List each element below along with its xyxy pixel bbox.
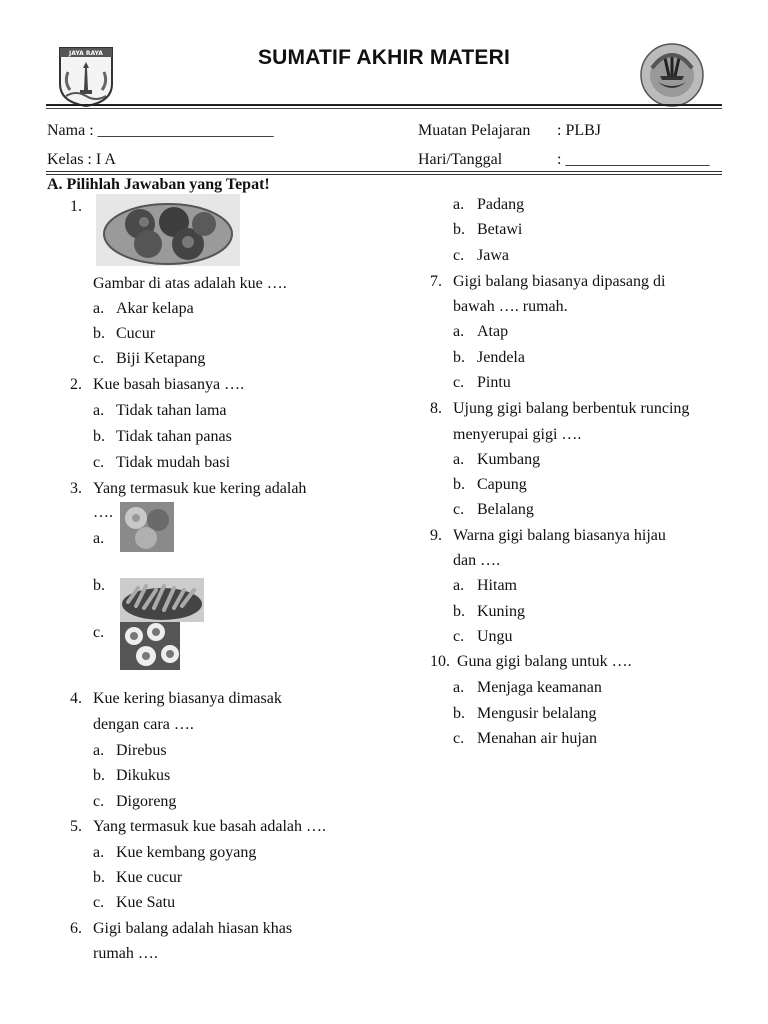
q9-opt-c-letter: c. xyxy=(453,628,465,645)
q6-question-line2: rumah …. xyxy=(93,945,158,962)
q7-opt-b: Jendela xyxy=(477,349,525,366)
info-rule-thin xyxy=(46,174,722,175)
q1-cake-photo xyxy=(96,194,240,266)
q5-question: Yang termasuk kue basah adalah …. xyxy=(93,818,326,835)
q9-question-line2: dan …. xyxy=(453,552,501,569)
q2-opt-c-letter: c. xyxy=(93,454,105,471)
q3-question-line1: Yang termasuk kue kering adalah xyxy=(93,480,307,497)
q7-opt-c-letter: c. xyxy=(453,374,465,391)
q4-question-line2: dengan cara …. xyxy=(93,716,194,733)
page-title: SUMATIF AKHIR MATERI xyxy=(257,46,511,69)
q2-opt-c: Tidak mudah basi xyxy=(116,454,231,471)
q5-opt-b: Kue cucur xyxy=(116,869,183,886)
q4-opt-a-letter: a. xyxy=(93,742,105,759)
q3-opt-c-photo xyxy=(120,622,180,670)
q5-number: 5. xyxy=(70,818,82,835)
q1-opt-b: Cucur xyxy=(116,325,156,342)
q1-number: 1. xyxy=(70,198,82,215)
q2-opt-a-letter: a. xyxy=(93,402,105,419)
q10-opt-a: Menjaga keamanan xyxy=(477,679,602,696)
q10-opt-c-letter: c. xyxy=(453,730,465,747)
q10-opt-c: Menahan air hujan xyxy=(477,730,597,747)
q1-question: Gambar di atas adalah kue …. xyxy=(93,275,287,292)
q7-opt-c: Pintu xyxy=(477,374,511,391)
q9-opt-c: Ungu xyxy=(477,628,513,645)
q8-opt-c-letter: c. xyxy=(453,501,465,518)
q8-opt-b: Capung xyxy=(477,476,527,493)
q5-opt-b-letter: b. xyxy=(93,869,105,886)
q9-number: 9. xyxy=(430,527,442,544)
q9-opt-a: Hitam xyxy=(477,577,517,594)
q4-opt-b: Dikukus xyxy=(116,767,171,784)
info-rule xyxy=(46,171,722,172)
q9-opt-a-letter: a. xyxy=(453,577,465,594)
q4-opt-c: Digoreng xyxy=(116,793,177,810)
q6-question-line1: Gigi balang adalah hiasan khas xyxy=(93,920,293,937)
q8-opt-a-letter: a. xyxy=(453,451,465,468)
q8-opt-a: Kumbang xyxy=(477,451,541,468)
q3-opt-b-photo xyxy=(120,578,204,622)
q6-opt-b: Betawi xyxy=(477,221,523,238)
q3-number: 3. xyxy=(70,480,82,497)
hari-label: Hari/Tanggal xyxy=(418,151,503,168)
q9-opt-b-letter: b. xyxy=(453,603,465,620)
q2-number: 2. xyxy=(70,376,82,393)
q2-opt-a: Tidak tahan lama xyxy=(116,402,227,419)
q4-opt-c-letter: c. xyxy=(93,793,105,810)
q10-opt-b-letter: b. xyxy=(453,705,465,722)
q8-number: 8. xyxy=(430,400,442,417)
kelas-field: Kelas : I A xyxy=(47,151,116,168)
q6-opt-b-letter: b. xyxy=(453,221,465,238)
q7-number: 7. xyxy=(430,273,442,290)
q5-opt-a: Kue kembang goyang xyxy=(116,844,257,861)
q8-question-line2: menyerupai gigi …. xyxy=(453,426,582,443)
tut-wuri-handayani-logo xyxy=(638,42,706,108)
q6-opt-a: Padang xyxy=(477,196,525,213)
q7-opt-b-letter: b. xyxy=(453,349,465,366)
q3-opt-b-letter: b. xyxy=(93,577,105,594)
q4-number: 4. xyxy=(70,690,82,707)
q4-question-line1: Kue kering biasanya dimasak xyxy=(93,690,282,707)
section-a-heading: A. Pilihlah Jawaban yang Tepat! xyxy=(47,176,270,193)
q3-opt-a-photo xyxy=(120,502,174,552)
q8-opt-b-letter: b. xyxy=(453,476,465,493)
q1-opt-b-letter: b. xyxy=(93,325,105,342)
q6-number: 6. xyxy=(70,920,82,937)
q10-question: Guna gigi balang untuk …. xyxy=(457,653,632,670)
q5-opt-a-letter: a. xyxy=(93,844,105,861)
q1-opt-c: Biji Ketapang xyxy=(116,350,206,367)
nama-field[interactable]: Nama : ______________________ xyxy=(47,122,274,139)
q10-number: 10. xyxy=(430,653,450,670)
q9-question-line1: Warna gigi balang biasanya hijau xyxy=(453,527,666,544)
q3-opt-c-letter: c. xyxy=(93,624,105,641)
svg-text:JAYA RAYA: JAYA RAYA xyxy=(69,50,103,57)
q10-opt-a-letter: a. xyxy=(453,679,465,696)
q1-opt-a: Akar kelapa xyxy=(116,300,194,317)
q2-question: Kue basah biasanya …. xyxy=(93,376,245,393)
q5-opt-c-letter: c. xyxy=(93,894,105,911)
q3-question-line2: …. xyxy=(93,504,113,521)
q5-opt-c: Kue Satu xyxy=(116,894,176,911)
q7-question-line1: Gigi balang biasanya dipasang di xyxy=(453,273,666,290)
q7-question-line2: bawah …. rumah. xyxy=(453,298,568,315)
header-rule xyxy=(46,104,722,106)
q6-opt-c-letter: c. xyxy=(453,247,465,264)
header-rule-thin xyxy=(46,108,722,109)
q6-opt-c: Jawa xyxy=(477,247,509,264)
q1-opt-a-letter: a. xyxy=(93,300,105,317)
q6-opt-a-letter: a. xyxy=(453,196,465,213)
q2-opt-b: Tidak tahan panas xyxy=(116,428,232,445)
q8-opt-c: Belalang xyxy=(477,501,534,518)
q7-opt-a-letter: a. xyxy=(453,323,465,340)
q3-opt-a-letter: a. xyxy=(93,530,105,547)
hari-field[interactable]: : __________________ xyxy=(557,151,710,168)
q8-question-line1: Ujung gigi balang berbentuk runcing xyxy=(453,400,690,417)
muatan-label: Muatan Pelajaran xyxy=(418,122,531,139)
q10-opt-b: Mengusir belalang xyxy=(477,705,597,722)
q1-opt-c-letter: c. xyxy=(93,350,105,367)
q4-opt-a: Direbus xyxy=(116,742,167,759)
q9-opt-b: Kuning xyxy=(477,603,525,620)
q7-opt-a: Atap xyxy=(477,323,509,340)
q4-opt-b-letter: b. xyxy=(93,767,105,784)
muatan-value: : PLBJ xyxy=(557,122,602,139)
q2-opt-b-letter: b. xyxy=(93,428,105,445)
